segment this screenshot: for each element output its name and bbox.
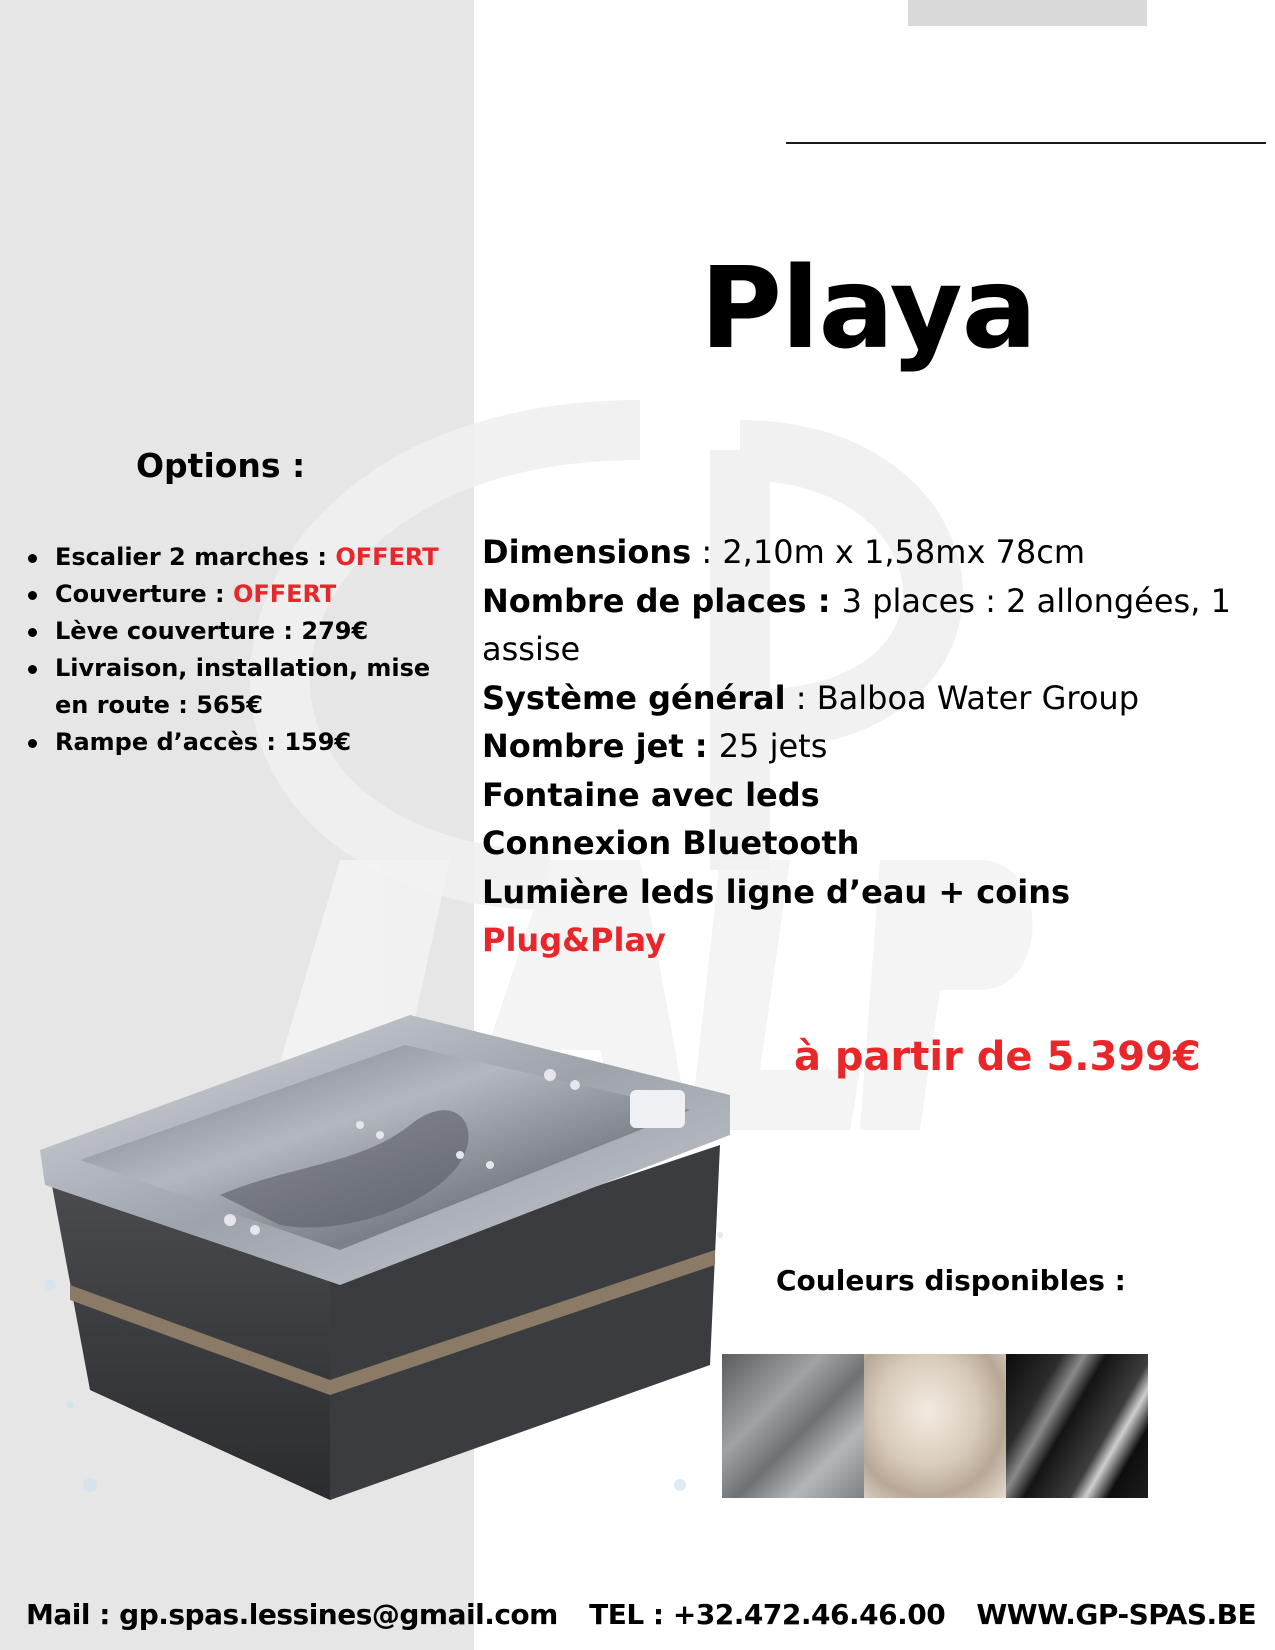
option-label: Livraison, installation, mise en route : 565€ [55,654,431,719]
colors-heading: Couleurs disponibles : [776,1264,1126,1297]
specs-block [482,528,1262,965]
top-divider-line [786,142,1266,144]
color-swatches [722,1354,1148,1498]
footer-web: WWW.GP-SPAS.BE [976,1598,1257,1631]
options-list [26,539,466,761]
option-label: Lève couverture : 279€ [55,617,369,645]
spec-bluetooth: Connexion Bluetooth [482,824,860,862]
spec-dimensions [482,528,1262,577]
spec-places [482,577,1262,674]
options-heading: Options : [136,446,306,485]
option-label: Rampe d’accès : 159€ [55,728,352,756]
spec-label: Dimensions [482,533,692,571]
swatch-black-marble [1006,1354,1148,1498]
footer-mail: Mail : gp.spas.lessines@gmail.com [26,1598,558,1631]
product-title: Playa [700,244,1037,374]
option-label: Escalier 2 marches : [55,543,336,571]
option-label: Couverture : [55,580,233,608]
spec-value: : Balboa Water Group [785,678,1140,717]
footer-tel: TEL : +32.472.46.46.00 [589,1598,946,1631]
option-offert-badge: OFFERT [232,580,337,608]
list-item [26,613,466,650]
swatch-beige-marble [864,1354,1006,1498]
spec-value: 25 jets [718,727,828,765]
spec-value: 3 places : 2 allongées, 1 assise [482,581,1231,668]
spec-label: Nombre jet : [482,727,719,765]
spec-plug-play: Plug&Play [482,921,666,959]
swatch-grey-marble [722,1354,864,1498]
list-item [26,724,466,761]
price-label: à partir de 5.399€ [794,1034,1201,1080]
spec-label: Nombre de places : [482,581,842,620]
list-item [26,650,466,724]
spec-lumiere: Lumière leds ligne d’eau + coins [482,872,1071,911]
top-decor-bar [908,0,1147,26]
option-offert-badge: OFFERT [335,543,439,571]
spec-system [482,674,1262,723]
spec-fontaine: Fontaine avec leds [482,775,820,814]
spa-image [30,985,750,1505]
spec-jets [482,722,1262,771]
footer-contact [26,1598,1256,1631]
list-item [26,539,466,576]
spec-label: Système général [482,678,786,717]
spec-value: : 2,10m x 1,58mx 78cm [691,533,1086,571]
list-item [26,576,466,613]
